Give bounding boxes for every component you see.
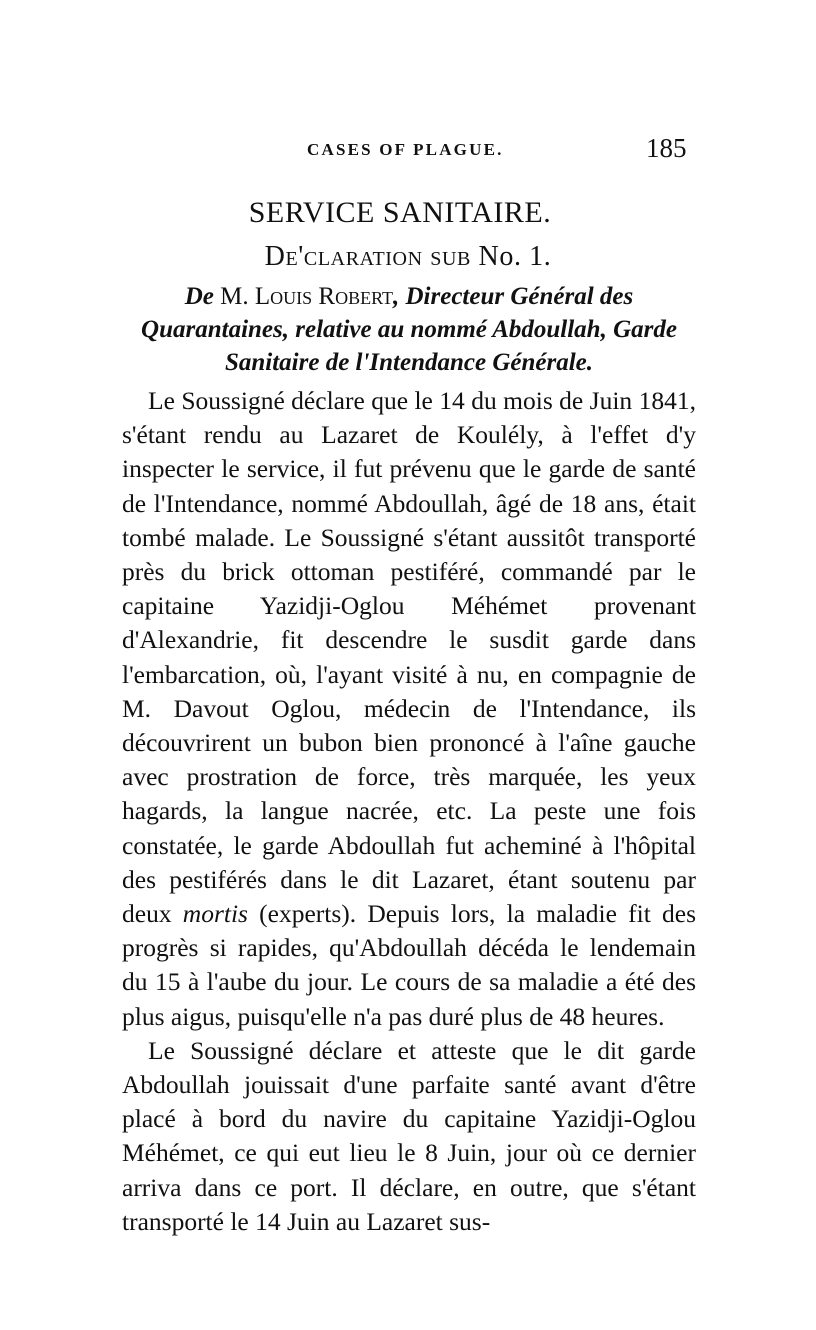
title-de: De: [184, 283, 214, 310]
title-name: Louis Robert: [254, 283, 393, 310]
section-heading-text: SERVICE SANITAIRE.: [248, 196, 552, 229]
title-m: M.: [213, 283, 255, 310]
paragraph-1-before: Le Soussigné déclare que le 14 du mois de Juin 1841, s'étant rendu au Lazaret de Koulély, à l'effet d'y inspecter le service, il fut prévenu que le garde de santé de l'Intendance, nommé Abdoullah, âgé de 18 ans, était tombé malade. Le Soussigné s'étant aussitôt transporté près du brick ottoman pestiféré, commandé par le capitaine Yazidji-Oglou Méhémet provenant d'Alexandrie, fit descendre le susdit garde dans l'embarcation, où, l'ayant visité à nu, en compagnie de M. Davout Oglou, médecin de l'Intendance, ils découvrirent un bubon bien prononcé à l'aîne gauche avec prostration de force, très marquée, les yeux hagards, la langue nacrée, etc. La peste une fois constatée, le garde Abdoullah fut acheminé à l'hôpital des pestiférés dans le dit Lazaret, étant soutenu par deux: [122, 386, 696, 929]
page-number: 185: [646, 133, 687, 163]
title-rest: , Directeur Général des Quarantaines, relative au nommé Abdoullah, Garde Sanitaire de l'Intendance Générale.: [141, 283, 677, 376]
paragraph-2: Le Soussigné déclare et atteste que le dit garde Abdoullah jouissait d'une parfaite santé avant d'être placé à bord du navire du capitaine Yazidji-Oglou Méhémet, ce qui eut lieu le 8 Juin, jour où ce dernier arriva dans ce port. Il déclare, en outre, que s'étant transporté le 14 Juin au Lazaret sus-: [122, 1035, 696, 1236]
declaration-prefix: De'claration sub: [264, 241, 479, 272]
declaration-title: [122, 280, 696, 379]
running-head: [0, 133, 816, 166]
running-title: CASES OF PLAGUE.: [307, 140, 504, 159]
paragraph-1-after: (experts). Depuis lors, la maladie fit des progrès si rapides, qu'Abdoullah décéda le lendemain du 15 à l'aube du jour. Le cours de sa maladie a été des plus aigus, puisqu'elle n'a pas duré plus de 48 heures.: [122, 899, 696, 1031]
paragraph-1: [122, 384, 696, 1034]
declaration-number: No. 1.: [478, 241, 552, 272]
section-heading: [0, 196, 816, 230]
paragraph-1-italic: mortis: [182, 899, 248, 929]
declaration-subheading: [0, 241, 816, 273]
body-text: [122, 384, 696, 1239]
